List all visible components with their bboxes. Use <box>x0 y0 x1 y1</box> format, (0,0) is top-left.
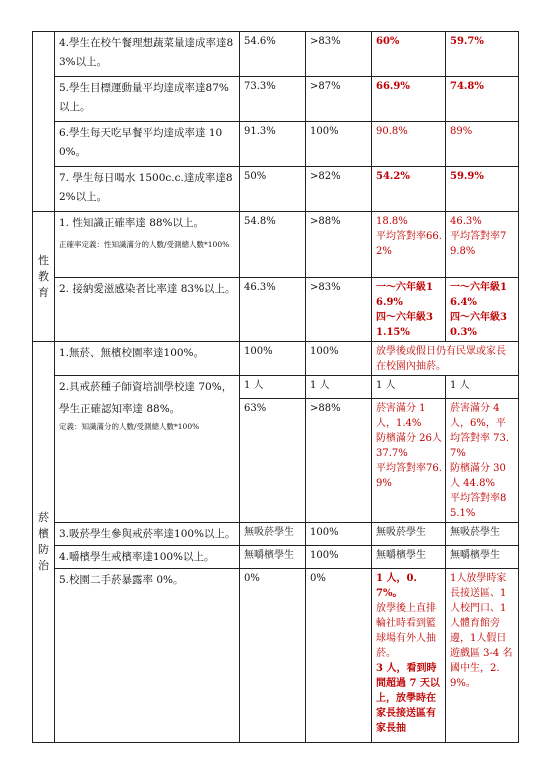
value-cell: 59.7% <box>446 32 519 77</box>
table-row <box>33 342 519 376</box>
baseline-cell: 1 人 <box>240 376 306 399</box>
value-line: 放學後上直排輪社時看到籃球場有外人抽菸。 <box>376 602 436 659</box>
value-cell: 89% <box>446 122 519 167</box>
value-cell: 46.3% 平均答對率79.8% <box>446 212 519 278</box>
category-label: 菸檳防治 <box>38 510 49 572</box>
target-cell: >88% <box>306 398 372 522</box>
item-cell: 7. 學生每日喝水 1500c.c.達成率達82%以上。 <box>55 167 240 212</box>
value-cell: 18.8% 平均答對率66.2% <box>372 212 446 278</box>
baseline-cell: 46.3% <box>240 278 306 342</box>
item-cell: 5.學生目標運動量平均達成率達87%以上。 <box>55 77 240 122</box>
baseline-cell: 無吸菸學生 <box>240 522 306 545</box>
category-sex-education <box>33 212 55 342</box>
item-cell: 4.嚼檳學生戒檳率達100%以上。 <box>55 545 240 568</box>
value-cell: 1 人 <box>372 376 446 399</box>
item-cell: 2.具戒菸種子師資培訓學校達 70%， <box>55 376 240 399</box>
item-note: 正確率定義：性知識滿分的人數/受測總人數*100% <box>59 240 230 249</box>
value-cell: 菸害滿分 4人，6%，平均答對率 73.7% 防檳滿分 30人 44.8% 平均答對率85.1% <box>446 398 519 522</box>
category-cell-top <box>33 32 55 212</box>
value-cell: 59.9% <box>446 167 519 212</box>
category-label: 性教育 <box>38 253 49 299</box>
value-cell: 無嚼檳學生 <box>446 545 519 568</box>
baseline-cell: 無嚼檳學生 <box>240 545 306 568</box>
value-cell: 無嚼檳學生 <box>372 545 446 568</box>
value-cell <box>372 568 446 742</box>
table-row <box>33 522 519 545</box>
table-row <box>33 77 519 122</box>
baseline-cell: 54.8% <box>240 212 306 278</box>
item-note: 定義：知識滿分的人數/受測總人數*100% <box>59 422 200 431</box>
target-cell: 0% <box>306 568 372 742</box>
target-cell: 1 人 <box>306 376 372 399</box>
health-indicator-table <box>32 31 519 743</box>
target-cell: >87% <box>306 77 372 122</box>
baseline-cell: 0% <box>240 568 306 742</box>
table-row <box>33 568 519 742</box>
value-cell: 一～六年級16.4% 四～六年級30.3% <box>446 278 519 342</box>
table-row <box>33 545 519 568</box>
table-row <box>33 212 519 278</box>
table-row <box>33 122 519 167</box>
item-cell: 6.學生每天吃早餐平均達成率達 100%。 <box>55 122 240 167</box>
target-cell: >82% <box>306 167 372 212</box>
target-cell: >88% <box>306 212 372 278</box>
value-cell: 66.9% <box>372 77 446 122</box>
value-cell: 54.2% <box>372 167 446 212</box>
item-text: 1. 性知識正確率達 88%以上。 <box>59 217 205 229</box>
baseline-cell: 73.3% <box>240 77 306 122</box>
table-row <box>33 32 519 77</box>
baseline-cell: 100% <box>240 342 306 376</box>
value-line: 3 人，看到時間超過 7 天以上，放學時在家長接送區有家長抽 <box>376 662 440 734</box>
target-cell: 100% <box>306 545 372 568</box>
target-cell: >83% <box>306 278 372 342</box>
merged-value-cell: 放學後或假日仍有民眾或家長在校園內抽菸。 <box>372 342 519 376</box>
item-cell: 3.吸菸學生參與戒菸率達100%以上。 <box>55 522 240 545</box>
baseline-cell: 54.6% <box>240 32 306 77</box>
item-cell <box>55 398 240 522</box>
value-cell: 一～六年級16.9% 四～六年級31.15% <box>372 278 446 342</box>
value-cell: 1人放學時家長接送區、1人校門口、1人體育館旁邊，1人假日遊戲區 3-4 名國中生，2.9%。 <box>446 568 519 742</box>
item-cell: 5.校園二手菸暴露率 0%。 <box>55 568 240 742</box>
value-line: 1 人，0.7%。 <box>376 572 417 599</box>
value-cell: 1 人 <box>446 376 519 399</box>
target-cell: 100% <box>306 522 372 545</box>
value-cell: 菸害滿分 1人，1.4% 防檳滿分 26人 37.7% 平均答對率76.9% <box>372 398 446 522</box>
item-text: 學生正確認知率達 88%。 <box>59 403 181 415</box>
item-cell <box>55 212 240 278</box>
value-cell: 74.8% <box>446 77 519 122</box>
value-cell: 60% <box>372 32 446 77</box>
item-cell: 2. 接納愛滋感染者比率達 83%以上。 <box>55 278 240 342</box>
category-tobacco-betel <box>33 342 55 743</box>
table-row <box>33 167 519 212</box>
value-cell: 無吸菸學生 <box>372 522 446 545</box>
table-row <box>33 398 519 522</box>
item-cell: 1.無菸、無檳校園率達100%。 <box>55 342 240 376</box>
target-cell: >83% <box>306 32 372 77</box>
value-cell: 90.8% <box>372 122 446 167</box>
item-cell: 4.學生在校午餐理想蔬菜量達成率達83%以上。 <box>55 32 240 77</box>
baseline-cell: 91.3% <box>240 122 306 167</box>
value-cell: 無吸菸學生 <box>446 522 519 545</box>
table-row <box>33 376 519 399</box>
target-cell: 100% <box>306 122 372 167</box>
baseline-cell: 63% <box>240 398 306 522</box>
target-cell: 100% <box>306 342 372 376</box>
table-row <box>33 278 519 342</box>
baseline-cell: 50% <box>240 167 306 212</box>
